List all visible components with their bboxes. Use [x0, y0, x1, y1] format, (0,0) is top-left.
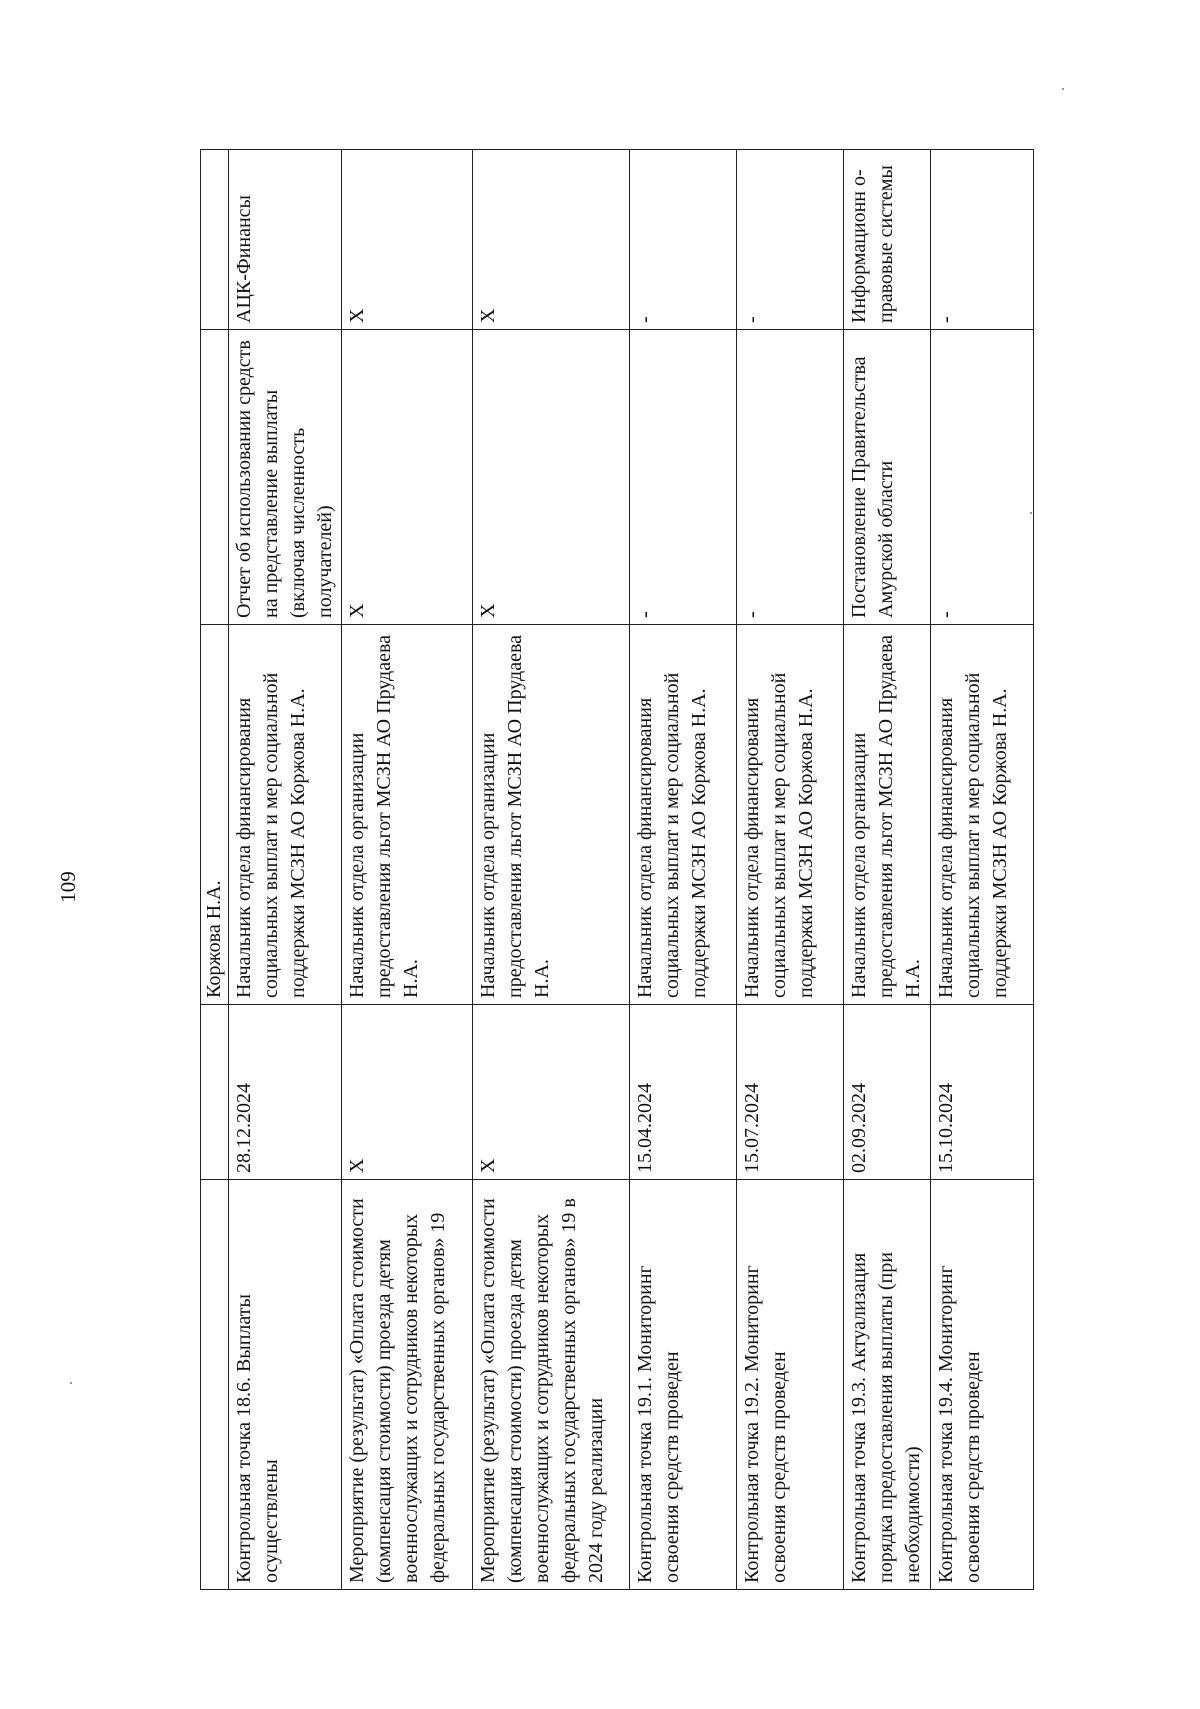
table-cell-document: - — [737, 330, 844, 625]
table-row — [473, 150, 630, 1590]
table-cell-responsible: Начальник отдела финансирования социальных выплат и мер социальной поддержки МСЗН АО Коржова Н.А. — [737, 625, 844, 1005]
table-cell-name: Контрольная точка 19.2. Мониторинг освоения средств проведен — [737, 1180, 844, 1590]
table-row — [931, 150, 1034, 1590]
table-row — [844, 150, 931, 1590]
table-cell-name: Контрольная точка 18.6. Выплаты осуществлены — [229, 1180, 342, 1590]
table-cell — [201, 1180, 229, 1590]
table-cell-date: 28.12.2024 — [229, 1005, 342, 1180]
table-cell-system: - — [737, 150, 844, 330]
table-cell-responsible: Начальник отдела организации предоставления льгот МСЗН АО Прудаева Н.А. — [342, 625, 473, 1005]
table-row — [737, 150, 844, 1590]
table-cell-date: 15.07.2024 — [737, 1005, 844, 1180]
table-cell-date: Х — [473, 1005, 630, 1180]
table-cell-system: Информационн о-правовые системы — [844, 150, 931, 330]
table-cell-document: Отчет об использовании средств на представление выплаты (включая численность получателей) — [229, 330, 342, 625]
table-cell-responsible: Начальник отдела финансирования социальных выплат и мер социальной поддержки МСЗН АО Коржова Н.А. — [229, 625, 342, 1005]
table-cell-responsible: Начальник отдела финансирования социальных выплат и мер социальной поддержки МСЗН АО Коржова Н.А. — [931, 625, 1034, 1005]
table-row — [630, 150, 737, 1590]
table-cell — [201, 330, 229, 625]
table-cell-date: 02.09.2024 — [844, 1005, 931, 1180]
table-cell-name: Мероприятие (результат) «Оплата стоимости (компенсация стоимости) проезда детям военнослужащих и сотрудников некоторых федеральных государственных органов» 19 в 2024 году реализации — [473, 1180, 630, 1590]
table-cell-document: - — [931, 330, 1034, 625]
table-cell — [201, 1005, 229, 1180]
table-cell-name: Контрольная точка 19.4. Мониторинг освоения средств проведен — [931, 1180, 1034, 1590]
table-cell-system: - — [630, 150, 737, 330]
table-cell: Коржова Н.А. — [201, 625, 229, 1005]
table-row — [342, 150, 473, 1590]
table-cell — [201, 150, 229, 330]
rotated-table-container — [200, 150, 1200, 1590]
table-cell-system: Х — [342, 150, 473, 330]
table-cell-name: Контрольная точка 19.1. Мониторинг освоения средств проведен — [630, 1180, 737, 1590]
table-cell-date: 15.10.2024 — [931, 1005, 1034, 1180]
table-cell-name: Мероприятие (результат) «Оплата стоимости (компенсация стоимости) проезда детям военнослужащих и сотрудников некоторых федеральных государственных органов» 19 — [342, 1180, 473, 1590]
scan-speck — [70, 1382, 72, 1384]
table-cell-system: - — [931, 150, 1034, 330]
table-cell-document: Х — [342, 330, 473, 625]
table-cell-system: АЦК-Финансы — [229, 150, 342, 330]
table-cell-date: 15.04.2024 — [630, 1005, 737, 1180]
table-cell-document: Х — [473, 330, 630, 625]
scan-speck — [1062, 88, 1064, 90]
table-cell-date: Х — [342, 1005, 473, 1180]
table-row — [229, 150, 342, 1590]
table-cell-system: Х — [473, 150, 630, 330]
table-row — [201, 150, 229, 1590]
table-cell-responsible: Начальник отдела организации предоставления льгот МСЗН АО Прудаева Н.А. — [844, 625, 931, 1005]
table-cell-responsible: Начальник отдела организации предоставления льгот МСЗН АО Прудаева Н.А. — [473, 625, 630, 1005]
page-number: 109 — [56, 871, 80, 903]
table-cell-name: Контрольная точка 19.3. Актуализация порядка предоставления выплаты (при необходимости) — [844, 1180, 931, 1590]
table-cell-document: Постановление Правительства Амурской области — [844, 330, 931, 625]
control-points-table — [200, 149, 1034, 1590]
table-cell-document: - — [630, 330, 737, 625]
table-cell-responsible: Начальник отдела финансирования социальных выплат и мер социальной поддержки МСЗН АО Коржова Н.А. — [630, 625, 737, 1005]
